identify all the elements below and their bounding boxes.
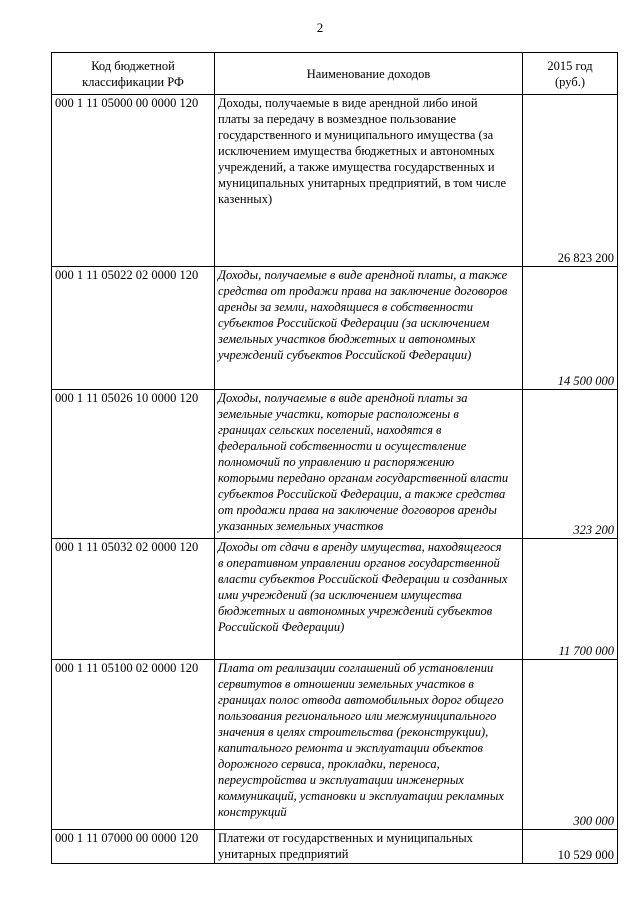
row-name-line: учреждений субъектов Российской Федерации) xyxy=(218,348,472,362)
header-code-line: классификации РФ xyxy=(82,74,184,89)
table-row xyxy=(52,660,618,830)
row-name-line: Российской Федерации) xyxy=(218,620,345,634)
row-name-line: федеральной собственности и осуществление xyxy=(218,439,467,453)
row-code: 000 1 11 05026 10 0000 120 xyxy=(52,390,215,539)
row-code: 000 1 11 05032 02 0000 120 xyxy=(52,539,215,660)
row-name-line: учреждений, а также имущества государственных и xyxy=(218,160,495,174)
row-name-line: земельных участков бюджетных и автономных xyxy=(218,332,476,346)
row-name-line: Доходы, получаемые в виде арендной платы за xyxy=(218,391,468,405)
row-name-line: земельные участки, которые расположены в xyxy=(218,407,459,421)
table-row xyxy=(52,830,618,864)
row-name-line: субъектов Российской Федерации, а также средства xyxy=(218,487,506,501)
row-name-line: коммуникаций, установки и эксплуатации рекламных xyxy=(218,789,504,803)
row-name-line: границах сельских поселений, находятся в xyxy=(218,423,442,437)
row-name-line: полномочий по управлению и распоряжению xyxy=(218,455,455,469)
row-name-line: субъектов Российской Федерации (за исключением xyxy=(218,316,490,330)
row-name-line: сервитутов в отношении земельных участков в xyxy=(218,677,474,691)
row-name-line: Доходы, получаемые в виде арендной платы, а также xyxy=(218,268,508,282)
row-amount: 14 500 000 xyxy=(523,267,618,390)
header-amount-line: 2015 год xyxy=(547,58,593,73)
row-name-line: бюджетных и автономных учреждений субъектов xyxy=(218,604,493,618)
row-code: 000 1 11 05100 02 0000 120 xyxy=(52,660,215,830)
table-row xyxy=(52,267,618,390)
row-name-line: власти субъектов Российской Федерации и созданных xyxy=(218,572,508,586)
row-name-line: которыми передано органам государственной власти xyxy=(218,471,509,485)
row-amount: 300 000 xyxy=(523,660,618,830)
row-name-line: границах полос отвода автомобильных дорог общего xyxy=(218,693,504,707)
row-amount: 26 823 200 xyxy=(523,95,618,267)
row-name-line: унитарных предприятий xyxy=(218,847,349,861)
row-name xyxy=(215,390,523,539)
header-code xyxy=(52,53,215,95)
page-number: 2 xyxy=(316,20,324,35)
row-name-line: капитального ремонта и эксплуатации объектов xyxy=(218,741,483,755)
row-name-line: в оперативном управлении органов государственной xyxy=(218,556,500,570)
header-amount xyxy=(523,53,618,95)
row-name-line: казенных) xyxy=(218,192,273,206)
row-name-line: значения в целях строительства (реконструкции), xyxy=(218,725,489,739)
row-name-line: аренды за земли, находящиеся в собственности xyxy=(218,300,473,314)
row-name-line: конструкций xyxy=(218,805,287,819)
header-code-line: Код бюджетной xyxy=(91,58,175,73)
row-amount: 10 529 000 xyxy=(523,830,618,864)
revenue-table xyxy=(51,52,618,864)
row-name-line: платы за передачу в возмездное пользование xyxy=(218,112,457,126)
table-row xyxy=(52,539,618,660)
row-name-line: дорожного сервиса, прокладки, переноса, xyxy=(218,757,440,771)
row-name-line: указанных земельных участков xyxy=(218,519,384,533)
table-row xyxy=(52,390,618,539)
row-amount: 11 700 000 xyxy=(523,539,618,660)
row-name-line: Платежи от государственных и муниципальных xyxy=(218,831,473,845)
row-name-line: переустройства и эксплуатации инженерных xyxy=(218,773,464,787)
row-name xyxy=(215,539,523,660)
row-name xyxy=(215,267,523,390)
header-amount-line: (руб.) xyxy=(555,74,585,89)
row-name-line: исключением имущества бюджетных и автономных xyxy=(218,144,495,158)
header-name: Наименование доходов xyxy=(215,53,523,95)
row-code: 000 1 11 05000 00 0000 120 xyxy=(52,95,215,267)
table-header-row xyxy=(52,53,618,95)
row-name-line: муниципальных унитарных предприятий, в том числе xyxy=(218,176,507,190)
row-name-line: пользования регионального или межмуниципального xyxy=(218,709,497,723)
row-amount: 323 200 xyxy=(523,390,618,539)
row-name-line: государственного и муниципального имущества (за xyxy=(218,128,494,142)
row-name xyxy=(215,660,523,830)
row-name xyxy=(215,830,523,864)
row-name-line: Доходы, получаемые в виде арендной либо иной xyxy=(218,96,478,110)
row-name-line: Доходы от сдачи в аренду имущества, находящегося xyxy=(218,540,502,554)
row-code: 000 1 11 05022 02 0000 120 xyxy=(52,267,215,390)
row-name-line: ими учреждений (за исключением имущества xyxy=(218,588,462,602)
row-name-line: Плата от реализации соглашений об установлении xyxy=(218,661,494,675)
row-name xyxy=(215,95,523,267)
table-row xyxy=(52,95,618,267)
row-name-line: от продажи права на заключение договоров аренды xyxy=(218,503,497,517)
row-code: 000 1 11 07000 00 0000 120 xyxy=(52,830,215,864)
row-name-line: средства от продажи права на заключение договоров xyxy=(218,284,508,298)
